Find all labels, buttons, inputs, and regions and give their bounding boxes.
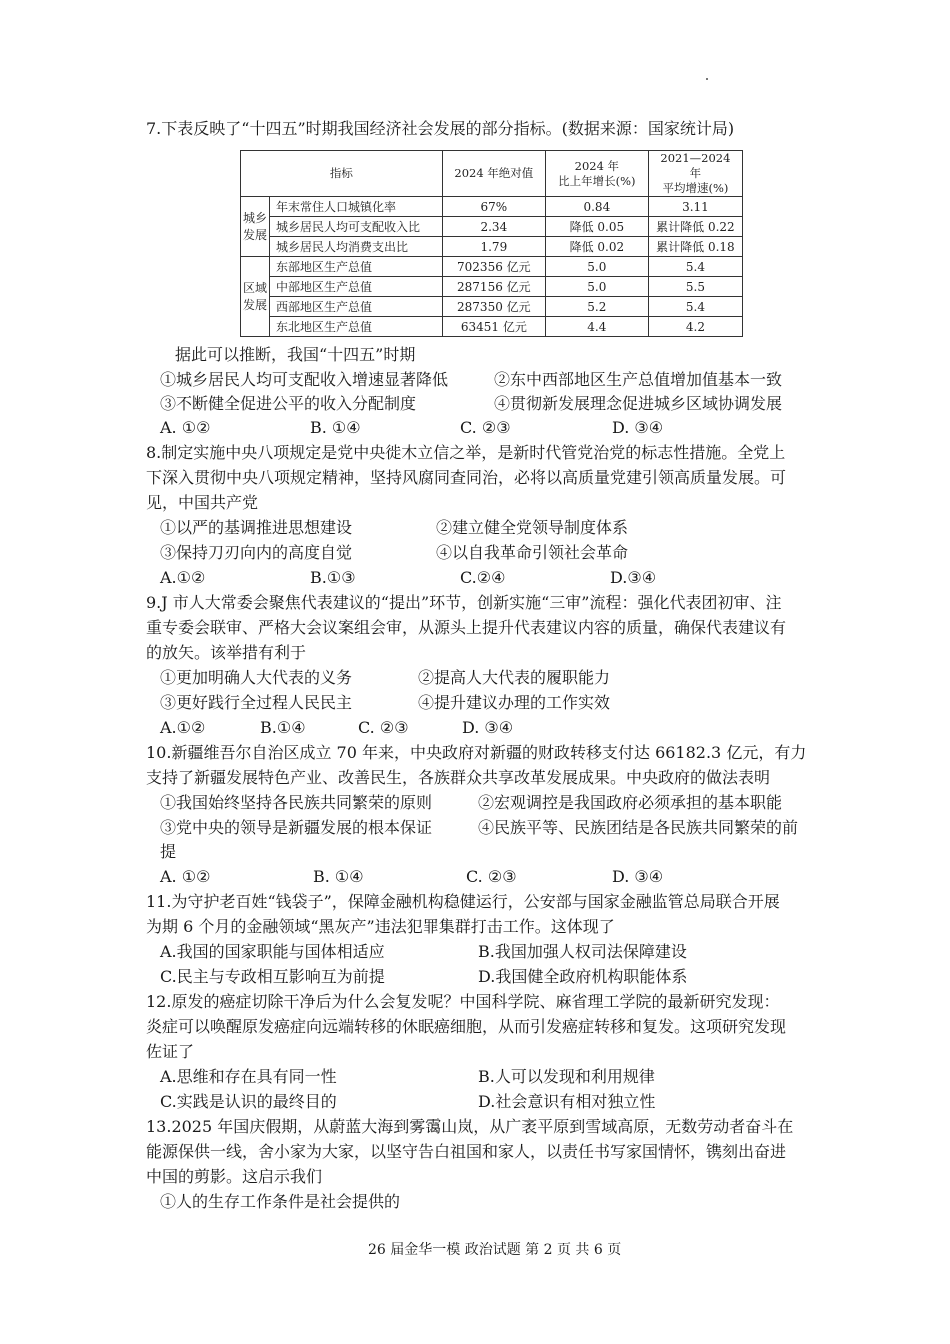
q13-stem-line-1: 13.2025 年国庆假期，从蔚蓝大海到雾霭山岚，从广袤平原到雪域高原，无数劳动者奋斗在 [146,1117,794,1136]
q12-stem-line-2: 炎症可以唤醒原发癌症向远端转移的休眠癌细胞，从而引发癌症转移和复发。这项研究发现 [146,1017,787,1036]
group-urban-rural: 城乡 发展 [241,197,270,257]
q8-stem-line-2: 下深入贯彻中央八项规定精神，坚持风腐同查同治，必将以高质量党建引领高质量发展。可 [146,468,787,487]
q12-stem-line-1: 12.原发的癌症切除干净后为什么会复发呢？中国科学院、麻省理工学院的最新研究发现： [146,992,780,1011]
row-average: 累计降低 0.22 [648,217,742,237]
q10-choice-c[interactable]: C. ②③ [466,867,517,886]
header-indicator: 指标 [241,151,443,197]
q9-choice-b[interactable]: B.①④ [260,718,306,737]
q8-item-1: ①以严的基调推进思想建设 [160,518,353,537]
table-row [241,297,743,317]
row-growth: 5.0 [545,277,648,297]
q10-stem-line-1: 10.新疆维吾尔自治区成立 70 年来，中央政府对新疆的财政转移支付达 66182.3 亿元，有力 [146,743,807,762]
q9-stem-line-1: 9.J 市人大常委会聚焦代表建议的“提出”环节，创新实施“三审”流程：强化代表团初审、注 [146,593,782,612]
row-average: 3.11 [648,197,742,217]
q11-choice-a[interactable]: A.我国的国家职能与国体相适应 [160,942,385,961]
q13-stem-line-3: 中国的剪影。这启示我们 [146,1167,323,1186]
table-header-row [241,151,743,197]
q11-choice-c[interactable]: C.民主与专政相互影响互为前提 [160,967,385,986]
row-average: 5.4 [648,257,742,277]
table-row [241,237,743,257]
q10-choice-a[interactable]: A. ①② [160,867,211,886]
q9-stem-line-3: 的放矢。该举措有利于 [146,643,307,662]
q10-item-2: ②宏观调控是我国政府必须承担的基本职能 [478,793,783,812]
row-growth: 4.4 [545,317,648,337]
row-value: 67% [442,197,545,217]
q7-choice-c[interactable]: C. ②③ [460,418,511,437]
q8-stem-line-3: 见，中国共产党 [146,493,259,512]
row-average: 累计降低 0.18 [648,237,742,257]
q11-stem-line-2: 为期 6 个月的金融领域“黑灰产”违法犯罪集群打击工作。这体现了 [146,917,615,936]
row-name: 东北地区生产总值 [270,317,443,337]
q8-choice-a[interactable]: A.①② [160,568,206,587]
row-average: 5.5 [648,277,742,297]
row-growth: 降低 0.05 [545,217,648,237]
table-row [241,197,743,217]
q10-item-4-cont: 提 [160,842,177,861]
row-growth: 0.84 [545,197,648,217]
q8-choice-d[interactable]: D.③④ [610,568,657,587]
q7-item-2: ②东中西部地区生产总值增加值基本一致 [494,370,783,389]
q8-item-4: ④以自我革命引领社会革命 [436,543,629,562]
table-row [241,217,743,237]
q12-choice-c[interactable]: C.实践是认识的最终目的 [160,1092,337,1111]
q10-choice-d[interactable]: D. ③④ [612,867,664,886]
row-value: 287156 亿元 [442,277,545,297]
row-name: 年末常住人口城镇化率 [270,197,443,217]
group-regional: 区域 发展 [241,257,270,337]
table-row [241,257,743,277]
q9-choice-a[interactable]: A.①② [160,718,206,737]
q13-stem-line-2: 能源保供一线，舍小家为大家，以坚守告白祖国和家人，以责任书写家国情怀，镌刻出奋进 [146,1142,787,1161]
q9-item-2: ②提高人大代表的履职能力 [418,668,611,687]
q7-item-1: ①城乡居民人均可支配收入增速显著降低 [160,370,449,389]
q7-choice-a[interactable]: A. ①② [160,418,211,437]
row-name: 中部地区生产总值 [270,277,443,297]
q7-choice-b[interactable]: B. ①④ [310,418,361,437]
table-row [241,277,743,297]
row-value: 702356 亿元 [442,257,545,277]
scan-speck [706,78,708,80]
row-name: 城乡居民人均可支配收入比 [270,217,443,237]
row-value: 63451 亿元 [442,317,545,337]
row-value: 1.79 [442,237,545,257]
row-average: 4.2 [648,317,742,337]
row-growth: 5.2 [545,297,648,317]
q8-item-2: ②建立健全党领导制度体系 [436,518,629,537]
q9-item-1: ①更加明确人大代表的义务 [160,668,353,687]
q12-choice-b[interactable]: B.人可以发现和利用规律 [478,1067,655,1086]
q12-stem-line-3: 佐证了 [146,1042,195,1061]
row-name: 城乡居民人均消费支出比 [270,237,443,257]
q7-lead: 据此可以推断，我国“十四五”时期 [175,345,416,364]
q8-choice-c[interactable]: C.②④ [460,568,506,587]
row-growth: 降低 0.02 [545,237,648,257]
table-row [241,317,743,337]
q7-stem: 7.下表反映了“十四五”时期我国经济社会发展的部分指标。(数据来源：国家统计局) [146,119,735,138]
q10-item-4: ④民族平等、民族团结是各民族共同繁荣的前 [478,818,799,837]
row-value: 2.34 [442,217,545,237]
q7-choice-d[interactable]: D. ③④ [612,418,664,437]
page-footer: 26 届金华一模 政治试题 第 2 页 共 6 页 [368,1242,622,1258]
row-average: 5.4 [648,297,742,317]
q10-item-1: ①我国始终坚持各民族共同繁荣的原则 [160,793,433,812]
q8-item-3: ③保持刀刃向内的高度自觉 [160,543,353,562]
q10-item-3: ③党中央的领导是新疆发展的根本保证 [160,818,433,837]
q12-choice-a[interactable]: A.思维和存在具有同一性 [160,1067,337,1086]
q11-choice-b[interactable]: B.我国加强人权司法保障建设 [478,942,687,961]
q9-item-4: ④提升建议办理的工作实效 [418,693,611,712]
q11-choice-d[interactable]: D.我国健全政府机构职能体系 [478,967,688,986]
row-growth: 5.0 [545,257,648,277]
q7-item-4: ④贯彻新发展理念促进城乡区域协调发展 [494,394,783,413]
q9-choice-d[interactable]: D. ③④ [462,718,514,737]
q10-stem-line-2: 支持了新疆发展特色产业、改善民生，各族群众共享改革发展成果。中央政府的做法表明 [146,768,771,787]
statistics-table [240,150,743,337]
q8-choice-b[interactable]: B.①③ [310,568,356,587]
q11-stem-line-1: 11.为守护老百姓“钱袋子”，保障金融机构稳健运行，公安部与国家金融监管总局联合开展 [146,892,780,911]
q7-item-3: ③不断健全促进公平的收入分配制度 [160,394,417,413]
row-value: 287350 亿元 [442,297,545,317]
q9-item-3: ③更好践行全过程人民民主 [160,693,353,712]
q10-choice-b[interactable]: B. ①④ [313,867,364,886]
header-absolute-value: 2024 年绝对值 [442,151,545,197]
q8-stem-line-1: 8.制定实施中央八项规定是党中央徙木立信之举，是新时代管党治党的标志性措施。全党上 [146,443,786,462]
row-name: 东部地区生产总值 [270,257,443,277]
header-growth: 2024 年 比上年增长(%) [545,151,648,197]
header-average: 2021—2024 年 平均增速(%) [648,151,742,197]
q9-stem-line-2: 重专委会联审、严格大会议案组会审，从源头上提升代表建议内容的质量，确保代表建议有 [146,618,787,637]
q13-item-1: ①人的生存工作条件是社会提供的 [160,1192,401,1211]
row-name: 西部地区生产总值 [270,297,443,317]
q12-choice-d[interactable]: D.社会意识有相对独立性 [478,1092,656,1111]
q9-choice-c[interactable]: C. ②③ [358,718,409,737]
